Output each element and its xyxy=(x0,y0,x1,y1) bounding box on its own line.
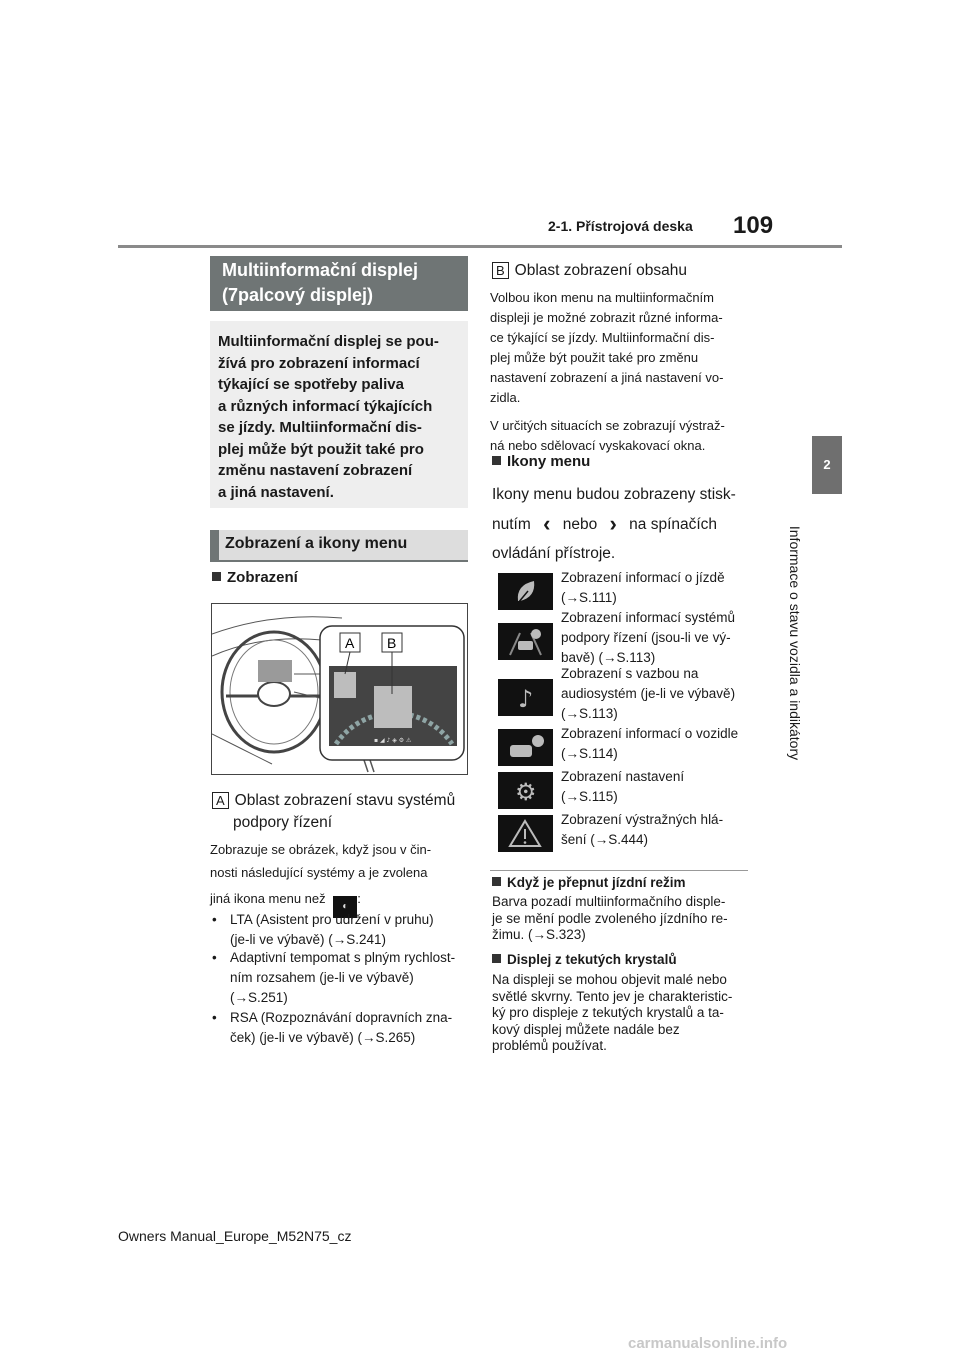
svg-text:▪ ◢ ♪ ◈ ⚙ ⚠: ▪ ◢ ♪ ◈ ⚙ ⚠ xyxy=(374,737,412,744)
drive-mode-heading: Když je přepnut jízdní režim xyxy=(492,875,686,890)
lcd-heading: Displej z tekutých krystalů xyxy=(492,952,677,967)
lcd-text: Na displeji se mohou objevit malé nebo světlé skvrny. Tento jev je charakteristic- ký pro displeje z tekutých krystalů a ta- kový displej můžete nadále bez problémů používat. xyxy=(492,972,733,1053)
warning-icon xyxy=(498,815,553,852)
chevron-right-icon: › xyxy=(609,511,617,536)
svg-text:⚙: ⚙ xyxy=(515,778,537,806)
area-b-label: B xyxy=(492,262,509,279)
chevron-left-icon: ‹ xyxy=(543,511,551,536)
area-a-description: A Oblast zobrazení stavu systémů xyxy=(212,790,455,812)
area-a-label: A xyxy=(212,792,229,809)
header-rule xyxy=(118,245,842,248)
square-bullet-icon xyxy=(492,456,501,465)
square-bullet-icon xyxy=(492,877,501,886)
dashboard-illustration xyxy=(211,603,468,775)
area-a-description-cont: podpory řízení xyxy=(233,814,333,831)
menu-item-driving-info: Zobrazení informací o jízdě (→S.111) xyxy=(561,570,725,605)
menu-item-driver-assist: Zobrazení informací systémů podpory řízení (jsou-li ve vý- bavě) (→S.113) xyxy=(561,610,736,665)
square-bullet-icon xyxy=(492,954,501,963)
svg-text:♪: ♪ xyxy=(518,685,534,713)
area-a-detail: Zobrazuje se obrázek, když jsou v čin- nosti následující systémy a je zvolena jiná ikona menu než ◐: xyxy=(210,840,468,918)
drive-mode-text: Barva pozadí multiinformačního disple- je se mění podle zvoleného jízdního re- žimu. (→S.323) xyxy=(492,894,728,942)
subsection-heading: Zobrazení a ikony menu xyxy=(210,530,468,560)
ikony-description: Ikony menu budou zobrazeny stisk- nutím ‹ nebo › na spínačích ovládání přístroje. xyxy=(492,486,736,562)
music-note-icon xyxy=(498,679,553,716)
menu-item-audio: Zobrazení s vazbou na audiosystém (je-li ve výbavě) (→S.113) xyxy=(561,666,736,721)
menu-item-vehicle-info: Zobrazení informací o vozidle (→S.114) xyxy=(561,726,739,761)
illus-label-b: B xyxy=(387,635,397,651)
zobrazeni-heading: Zobrazení xyxy=(212,569,298,586)
intro-box: Multiinformační displej se pou- žívá pro zobrazení informací týkající se spotřeby paliva a různých informací týkajících se jízdy. Multiinformační dis- plej může být použit také pro změnu nastavení zobrazení a jiná nastavení. xyxy=(210,321,468,508)
driver-assist-inline-icon: ◐ xyxy=(333,896,357,918)
main-title: Multiinformační displej (7palcový displej) xyxy=(210,256,468,311)
area-b-description: B Oblast zobrazení obsahu xyxy=(492,260,687,282)
section-title: 2-1. Přístrojová deska xyxy=(548,218,693,234)
square-bullet-icon xyxy=(212,572,221,581)
menu-item-settings: Zobrazení nastavení (→S.115) xyxy=(561,769,685,804)
menu-item-warnings: Zobrazení výstražných hlá- šení (→S.444) xyxy=(561,812,724,847)
driver-assist-icon xyxy=(498,623,553,660)
subsection-rule xyxy=(210,560,468,562)
footer-text: Owners Manual_Europe_M52N75_cz xyxy=(118,1228,352,1244)
gear-icon xyxy=(498,772,553,809)
ikony-heading: Ikony menu xyxy=(492,453,590,470)
watermark: carmanualsonline.info xyxy=(628,1335,788,1352)
page-number: 109 xyxy=(733,212,774,239)
vehicle-info-icon xyxy=(498,729,553,766)
area-b-detail: Volbou ikon menu na multiinformačním displeji je možné zobrazit různé informa- ce týkající se jízdy. Multiinformační dis- plej může být použit také pro změnu nastavení zobrazení a jiná nastavení vo- zidla. V určitých situacích se zobrazují výstraž- ná nebo sdělovací vyskakovací okna. xyxy=(490,290,725,453)
chapter-title: Informace o stavu vozidla a indikátory xyxy=(787,525,803,761)
dashboard-drawing xyxy=(212,604,467,774)
divider xyxy=(490,870,748,871)
chapter-tab: 2 xyxy=(812,436,842,494)
leaf-icon xyxy=(498,573,553,610)
illus-label-a: A xyxy=(345,635,355,651)
